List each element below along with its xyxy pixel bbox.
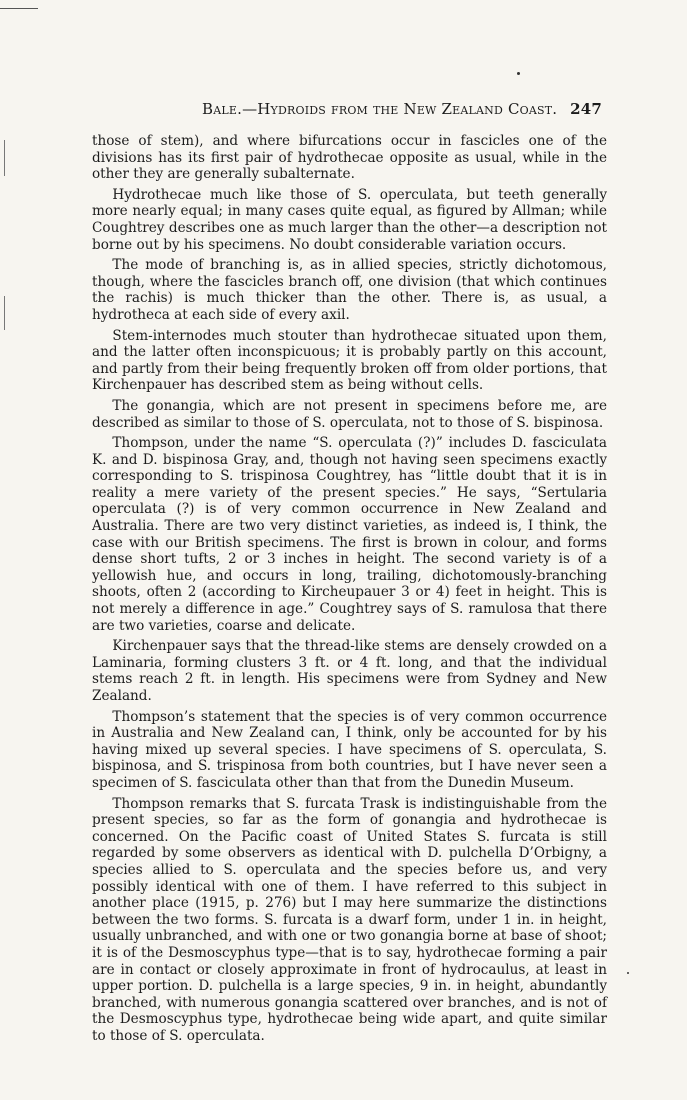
paragraph: The gonangia, which are not present in specimens before me, are described as similar to those of S. operculata, not to those of S. bispinosa.	[92, 397, 607, 431]
paragraph: Stem-internodes much stouter than hydrothecae situated upon them, and the latter often inconspicuous; it is probably partly on this account, and partly from their being frequently broken off from older portions, that Kirchenpauer has described stem as being without cells.	[92, 327, 607, 394]
paragraph: Thompson’s statement that the species is of very common occurrence in Australia and New Zealand can, I think, only be accounted for by his having mixed up several species. I have specimens of S. operculata, S. bispinosa, and S. trispinosa from both countries, but I have never seen a specimen of S. fasciculata other than that from the Dunedin Museum.	[92, 708, 607, 791]
paragraph: The mode of branching is, as in allied species, strictly dichotomous, though, where the fascicles branch off, one division (that which continues the rachis) is much thicker than the other. There is, as usual, a hydrotheca at each side of every axil.	[92, 257, 607, 323]
speck	[517, 72, 520, 75]
paragraph: Thompson, under the name “S. operculata (?)” includes D. fasciculata K. and D. bispinosa Gray, and, though not having seen specimens exactly corresponding to S. trispinosa Coughtrey, has “little doubt that it is in reality a mere variety of the present species.” He says, “Sertularia operculata (?) is of very common occurrence in New Zealand and Australia. There are two very distinct varieties, as indeed is, I think, the case with our British specimens. The first is brown in colour, and forms dense short tufts, 2 or 3 inches in height. The second variety is of a yellowish hue, and occurs in long, trailing, dichotomously-branching shoots, often 2 (according to Kircheupauer 3 or 4) feet in height. This is not merely a difference in age.” Coughtrey says of S. ramulosa that there are two varieties, coarse and delicate.	[92, 435, 607, 634]
top-rule	[0, 8, 38, 9]
paragraph: Hydrothecae much like those of S. operculata, but teeth generally more nearly equal; in many cases quite equal, as figured by Allman; while Coughtrey describes one as much larger than the other—a description not borne out by his specimens. No doubt considerable variation occurs.	[92, 186, 607, 253]
margin-mark	[4, 140, 5, 176]
speck	[627, 972, 629, 974]
paragraph: Thompson remarks that S. furcata Trask is indistinguishable from the present species, so far as the form of gonangia and hydrothecae is concerned. On the Pacific coast of United States S. furcata is still regarded by some observers as identical with D. pulchella D’Orbigny, a species allied to S. operculata and the species before us, and very possibly identical with one of them. I have referred to this subject in another place (1915, p. 276) but I may here summarize the distinctions between the two forms. S. furcata is a dwarf form, under 1 in. in height, usually unbranched, and with one or two gonangia borne at base of shoot; it is of the Desmoscyphus type—that is to say, hydrothecae forming a pair are in contact or closely approximate in front of hydrocaulus, at least in upper portion. D. pulchella is a large species, 9 in. in height, abundantly branched, with numerous gonangia scattered over branches, and is not of the Desmoscyphus type, hydrothecae being wide apart, and quite similar to those of S. operculata.	[92, 795, 607, 1044]
paragraph: Kirchenpauer says that the thread-like stems are densely crowded on a Laminaria, forming clusters 3 ft. or 4 ft. long, and that the individual stems reach 2 ft. in length. His specimens were from Sydney and New Zealand.	[92, 638, 607, 704]
page-number: 247	[570, 100, 602, 118]
paragraph: those of stem), and where bifurcations occur in fascicles one of the divisions has its first pair of hydrothecae opposite as usual, while in the other they are generally subalternate.	[92, 133, 607, 183]
body-text	[92, 133, 607, 1048]
margin-mark	[4, 296, 5, 330]
running-title: Bale.—Hydroids from the New Zealand Coast.	[202, 100, 558, 118]
